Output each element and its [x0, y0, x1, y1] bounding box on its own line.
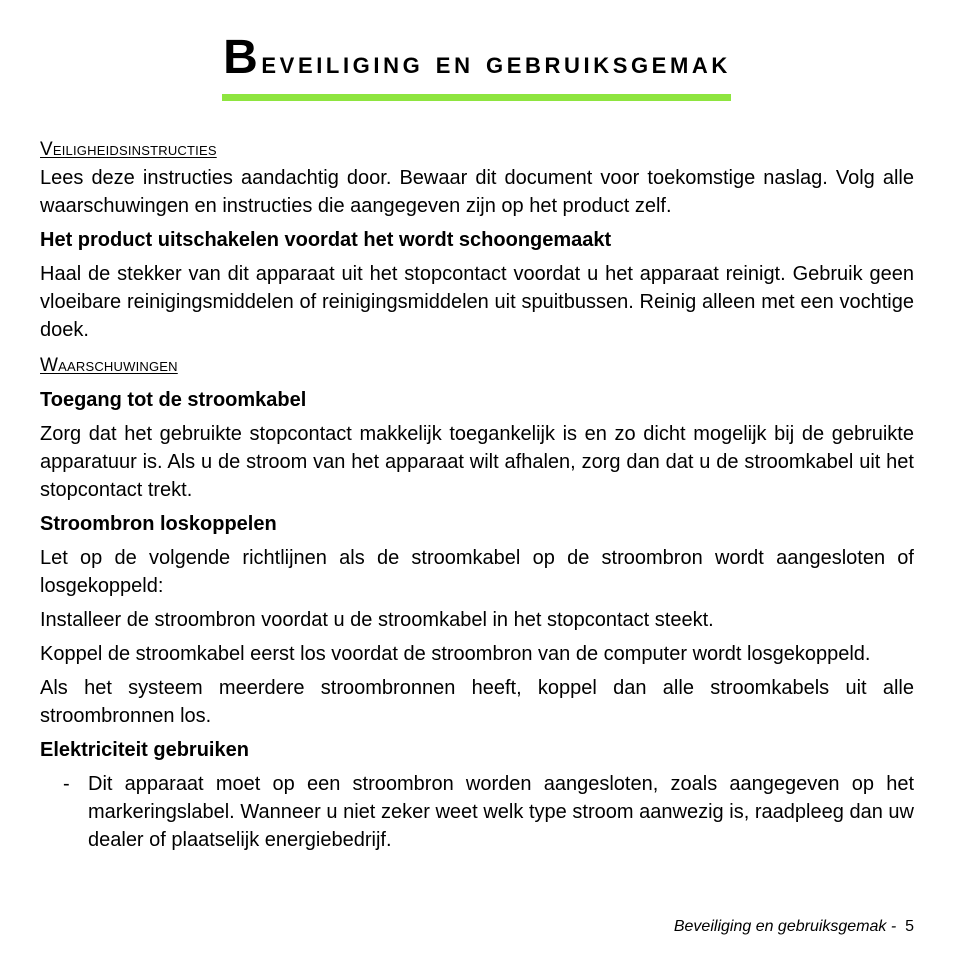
- document-body: [40, 139, 914, 854]
- page-title-initial: B: [223, 31, 262, 84]
- page-title: [0, 30, 954, 90]
- footer-label: Beveiliging en gebruiksgemak -: [673, 918, 897, 935]
- paragraph-cleaning: Haal de stekker van dit apparaat uit het stopcontact voordat u het apparaat reinigt. Gebruik geen vloeibare reinigingsmiddelen of reinigingsmiddelen uit spuitbussen. Reinig alleen met een vochtige doek.: [40, 263, 914, 341]
- title-underline-bar: [222, 94, 731, 101]
- subheading-power-cord-access: Toegang tot de stroomkabel: [40, 389, 307, 411]
- paragraph-power-cord-access: Zorg dat het gebruikte stopcontact makkelijk toegankelijk is en zo dicht mogelijk bij de gebruikte apparatuur is. Als u de stroom van het apparaat wilt afhalen, zorg dan dat u de stroomkabel uit het stopcontact trekt.: [40, 423, 914, 501]
- subheading-disconnect-power: Stroombron loskoppelen: [40, 513, 277, 535]
- paragraph-disconnect-4: Als het systeem meerdere stroombronnen heeft, koppel dan alle stroomkabels uit alle stroombronnen los.: [40, 677, 914, 727]
- page-title-rest: eveiliging en gebruiksgemak: [261, 44, 731, 80]
- subheading-using-electricity: Elektriciteit gebruiken: [40, 739, 249, 761]
- page-number: 5: [905, 918, 914, 935]
- page-footer: [674, 916, 914, 938]
- paragraph-disconnect-3: Koppel de stroomkabel eerst los voordat de stroombron van de computer wordt losgekoppeld.: [40, 643, 871, 665]
- section-heading-safety: Veiligheidsinstructies: [40, 139, 217, 160]
- paragraph-disconnect-1: Let op de volgende richtlijnen als de stroomkabel op de stroombron wordt aangesloten of losgekoppeld:: [40, 547, 914, 597]
- list-dash: -: [63, 773, 70, 795]
- section-heading-warnings: Waarschuwingen: [40, 355, 178, 376]
- list-item: [40, 770, 914, 854]
- electricity-list: [40, 770, 914, 854]
- paragraph-safety-intro: Lees deze instructies aandachtig door. Bewaar dit document voor toekomstige naslag. Volg alle waarschuwingen en instructies die aangegeven zijn op het product zelf.: [40, 167, 914, 217]
- list-item-text: Dit apparaat moet op een stroombron worden aangesloten, zoals aangegeven op het markeringslabel. Wanneer u niet zeker weet welk type stroom aanwezig is, raadpleeg dan uw dealer of plaatselijk energiebedrijf.: [88, 773, 914, 851]
- paragraph-disconnect-2: Installeer de stroombron voordat u de stroomkabel in het stopcontact steekt.: [40, 609, 714, 631]
- subheading-cleaning: Het product uitschakelen voordat het wordt schoongemaakt: [40, 229, 612, 251]
